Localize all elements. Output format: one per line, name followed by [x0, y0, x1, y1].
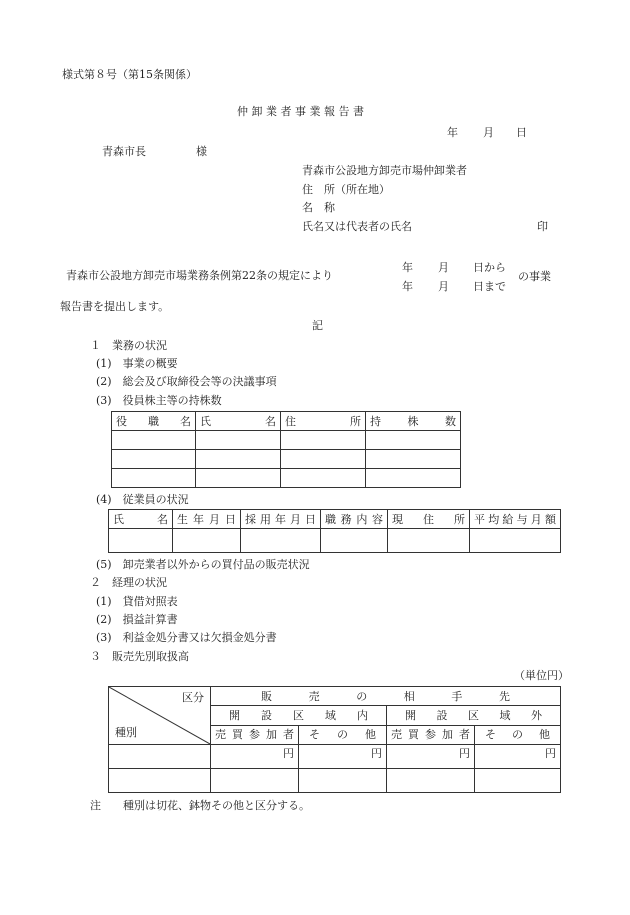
employees-header-birthdate: 生 年 月 日 [173, 510, 241, 529]
corner-type-label: 種別 [115, 726, 137, 739]
submitter-name: 名 称 [302, 201, 335, 214]
employees-header-address: 現 住 所 [388, 510, 470, 529]
table-row [112, 450, 461, 469]
table-row [109, 745, 561, 769]
document-title: 仲 卸 業 者 事 業 報 告 書 [237, 105, 364, 118]
date-month: 月 [483, 126, 494, 139]
section-1-4: (4) 従業員の状況 [96, 493, 189, 506]
sales-table [108, 686, 561, 793]
section-2-2: (2) 損益計算書 [96, 613, 178, 626]
period-from-month: 月 [438, 261, 449, 274]
yen-unit[interactable]: 円 [211, 745, 299, 769]
form-number: 様式第８号（第15条関係） [62, 68, 197, 81]
section-2-heading: ２ 経理の状況 [90, 576, 167, 589]
unit-label: （単位円） [514, 669, 569, 682]
period-from-year: 年 [402, 261, 413, 274]
outside-other-header: そ の 他 [475, 725, 561, 744]
period-to-month: 月 [438, 280, 449, 293]
employees-header-avg-salary: 平 均 給 与 月 額 [470, 510, 561, 529]
inside-area-header: 開 設 区 域 内 [211, 706, 387, 725]
outside-buyer-header: 売 買 参 加 者 [387, 725, 475, 744]
period-to-year: 年 [402, 280, 413, 293]
officers-header-shares: 持 株 数 [366, 412, 461, 431]
period-from-day: 日から [473, 261, 506, 274]
submitter-org: 青森市公設地方卸売市場仲卸業者 [302, 164, 467, 177]
sales-corner-cell [109, 687, 211, 745]
section-1-3: (3) 役員株主等の持株数 [96, 394, 222, 407]
footnote: 注 種別は切花、鉢物その他と区分する。 [90, 799, 310, 812]
employees-header-hire-date: 採 用 年 月 日 [241, 510, 321, 529]
yen-unit[interactable]: 円 [299, 745, 387, 769]
corner-category-label: 区分 [182, 691, 204, 704]
inside-buyer-header: 売 買 参 加 者 [211, 725, 299, 744]
submitter-address: 住 所（所在地） [302, 183, 390, 196]
body-suffix: の事業 [518, 270, 551, 283]
section-2-3: (3) 利益金処分書又は欠損金処分書 [96, 631, 277, 644]
employees-header-row [109, 510, 561, 529]
officers-header-address: 住 所 [281, 412, 366, 431]
date-year: 年 [447, 126, 458, 139]
inside-other-header: そ の 他 [299, 725, 387, 744]
seal-mark: 印 [537, 220, 548, 233]
yen-unit[interactable]: 円 [387, 745, 475, 769]
yen-unit[interactable]: 円 [475, 745, 561, 769]
employees-header-duties: 職 務 内 容 [321, 510, 388, 529]
body-intro: 青森市公設地方卸売市場業務条例第22条の規定により [66, 269, 333, 282]
table-row [109, 769, 561, 793]
officers-header-row [112, 412, 461, 431]
outside-area-header: 開 設 区 域 外 [387, 706, 561, 725]
section-1-2: (2) 総会及び取締役会等の決議事項 [96, 375, 277, 388]
ki-mark: 記 [312, 319, 323, 332]
section-2-1: (1) 貸借対照表 [96, 595, 178, 608]
employees-header-name: 氏 名 [109, 510, 173, 529]
sales-group-header: 販 売 の 相 手 先 [211, 687, 561, 706]
section-3-heading: ３ 販売先別取扱高 [90, 650, 189, 663]
date-day: 日 [516, 126, 527, 139]
table-row [112, 431, 461, 450]
section-1-5: (5) 卸売業者以外からの買付品の販売状況 [96, 558, 310, 571]
officers-header-name: 氏 名 [196, 412, 281, 431]
officers-table [111, 411, 461, 488]
period-to-day: 日まで [473, 280, 506, 293]
addressee-name: 青森市長 [102, 145, 146, 158]
employees-table [108, 509, 561, 553]
table-row [109, 529, 561, 553]
officers-header-title: 役 職 名 [112, 412, 196, 431]
submitter-representative: 氏名又は代表者の氏名 [302, 220, 412, 233]
section-1-1: (1) 事業の概要 [96, 357, 178, 370]
body-line-2: 報告書を提出します。 [60, 300, 170, 313]
addressee-honorific: 様 [196, 145, 207, 158]
section-1-heading: １ 業務の状況 [90, 339, 167, 352]
table-row [112, 469, 461, 488]
